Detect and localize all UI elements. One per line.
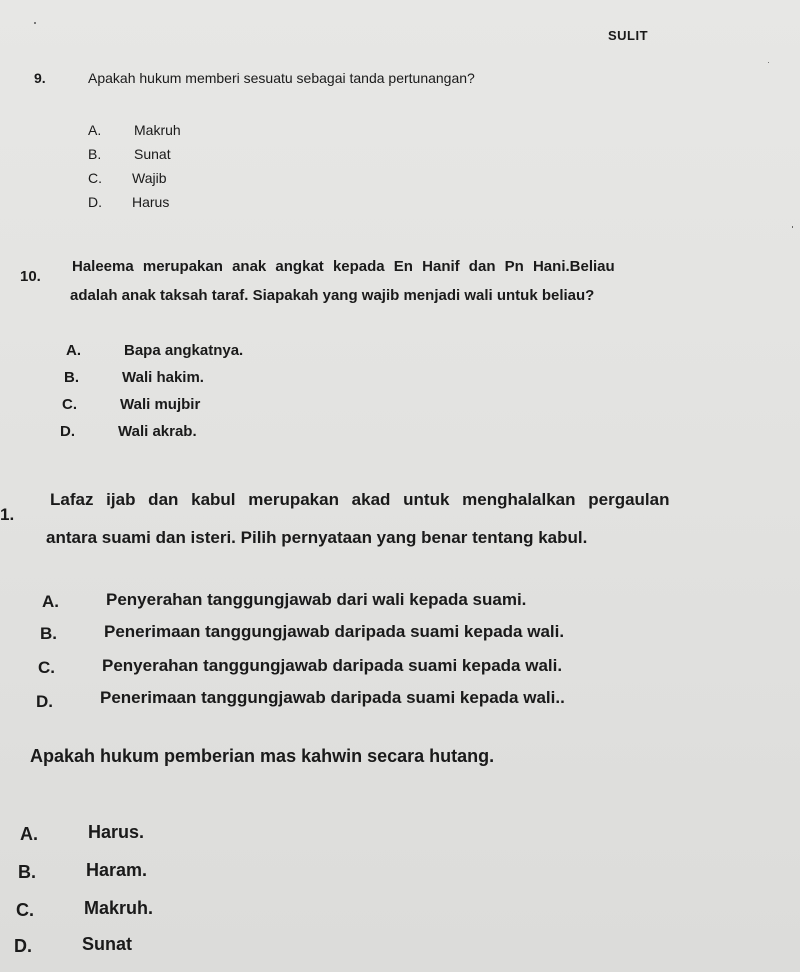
option-d-text: Wali akrab.: [118, 423, 197, 440]
option-b-letter: B.: [40, 624, 57, 643]
option-b-text: Haram.: [86, 860, 148, 880]
page-header-label: SULIT: [608, 28, 649, 43]
option-d-text: Penerimaan tanggungjawab daripada suami kepada wali..: [100, 688, 565, 707]
paper-speck: [768, 62, 769, 63]
option-b-text: Wali hakim.: [122, 369, 204, 386]
option-d-letter: D.: [88, 194, 102, 210]
option-d-text: Sunat: [82, 934, 133, 954]
option-d-text: Harus: [132, 194, 170, 210]
option-d-letter: D.: [36, 692, 53, 711]
option-c-text: Makruh.: [84, 898, 154, 918]
question-number: 9.: [34, 70, 46, 86]
option-b-text: Sunat: [134, 146, 171, 162]
paper-speck: [792, 226, 793, 228]
option-c-letter: C.: [88, 170, 102, 186]
option-b-letter: B.: [64, 369, 79, 386]
option-c-letter: C.: [62, 396, 77, 413]
option-c-text: Wajib: [132, 170, 167, 186]
option-a-text: Harus.: [88, 822, 145, 842]
option-a-letter: A.: [66, 342, 81, 359]
option-a-text: Bapa angkatnya.: [124, 342, 244, 359]
question-number: 10.: [20, 268, 41, 285]
paper-speck: [34, 22, 36, 24]
option-c-letter: C.: [38, 658, 55, 677]
option-a-letter: A.: [88, 122, 102, 138]
option-a-letter: A.: [20, 824, 38, 844]
option-d-letter: D.: [14, 936, 32, 956]
option-b-letter: B.: [88, 146, 102, 162]
option-c-text: Wali mujbir: [120, 396, 201, 413]
option-c-text: Penyerahan tanggungjawab daripada suami kepada wali.: [102, 656, 563, 675]
question-number: 1.: [0, 505, 15, 524]
question-text: Apakah hukum pemberian mas kahwin secara hutang.: [30, 746, 495, 766]
option-a-letter: A.: [42, 592, 59, 611]
option-b-text: Penerimaan tanggungjawab daripada suami kepada wali.: [104, 622, 565, 641]
option-b-letter: B.: [18, 862, 36, 882]
question-text-line-2: antara suami dan isteri. Pilih pernyataan yang benar tentang kabul.: [46, 528, 588, 547]
option-d-letter: D.: [60, 423, 75, 440]
question-text-line-1: Lafaz ijab dan kabul merupakan akad untuk menghalalkan pergaulan: [50, 490, 670, 509]
question-text-line-2: adalah anak taksah taraf. Siapakah yang wajib menjadi wali untuk beliau?: [70, 287, 595, 304]
option-a-text: Penyerahan tanggungjawab dari wali kepada suami.: [106, 590, 527, 609]
option-c-letter: C.: [16, 900, 34, 920]
question-text-line-1: Haleema merupakan anak angkat kepada En Hanif dan Pn Hani.Beliau: [72, 258, 615, 275]
option-a-text: Makruh: [134, 122, 181, 138]
question-text: Apakah hukum memberi sesuatu sebagai tanda pertunangan?: [88, 70, 475, 86]
